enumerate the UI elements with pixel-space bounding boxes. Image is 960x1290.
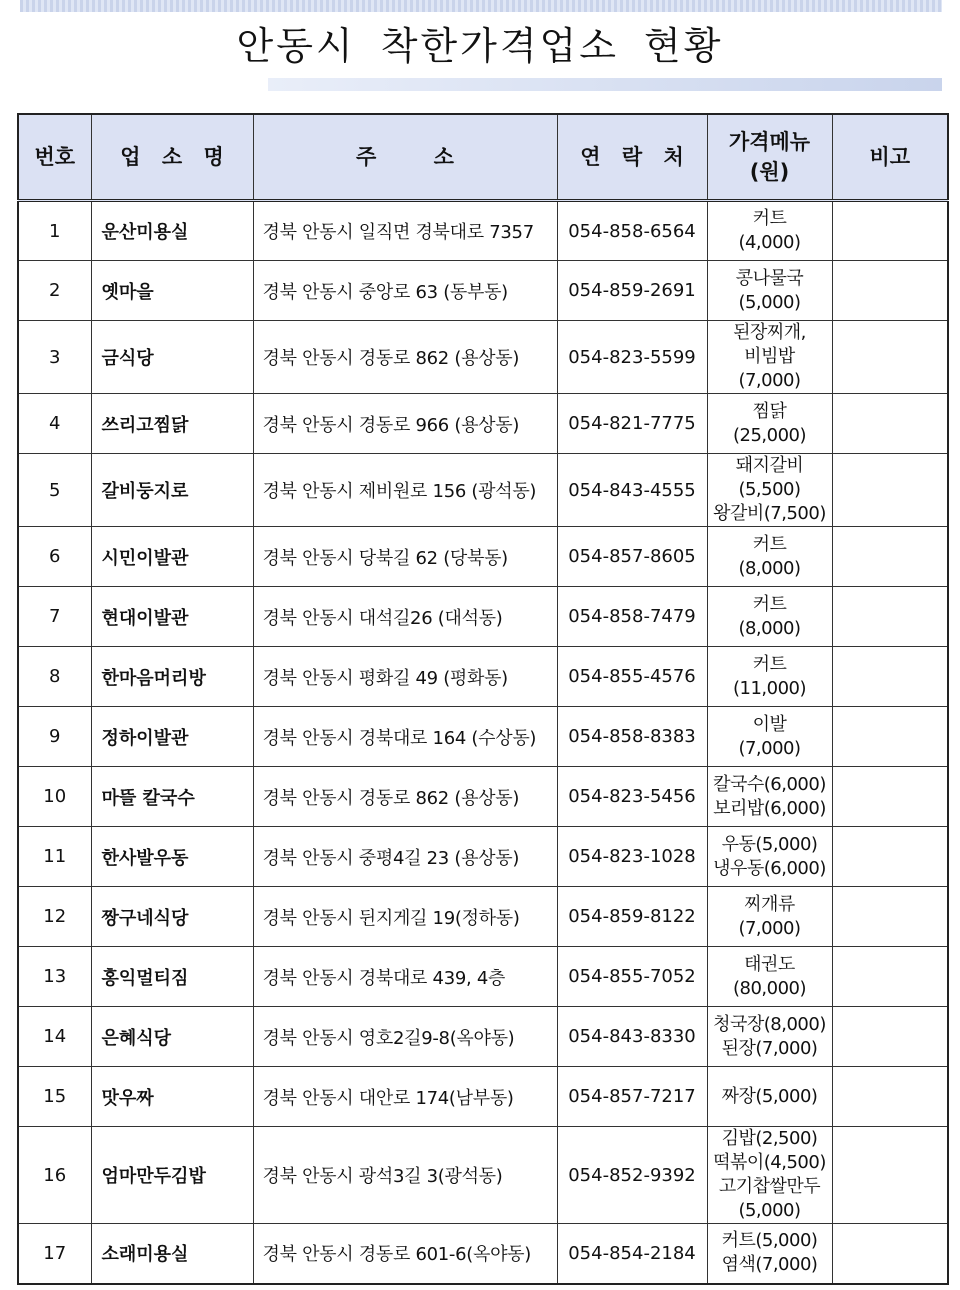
- business-address: 경북 안동시 경북대로 164 (수상동): [253, 707, 557, 767]
- price-menu-line: 커트: [752, 653, 787, 675]
- business-phone: 054-859-2691: [557, 261, 707, 321]
- price-menu-line: 염색(7,000): [721, 1254, 818, 1276]
- header-menu-line2: (원): [749, 160, 790, 184]
- price-menu-line: 냉우동(6,000): [713, 857, 826, 879]
- header-num: 번호: [18, 114, 91, 201]
- note-cell: [832, 201, 948, 261]
- price-menu-line: (7,000): [738, 917, 801, 939]
- price-menu: [707, 454, 832, 527]
- business-address: 경북 안동시 당북길 62 (당북동): [253, 527, 557, 587]
- price-menu: [707, 394, 832, 454]
- note-cell: [832, 947, 948, 1007]
- business-address: 경북 안동시 경북대로 439, 4층: [253, 947, 557, 1007]
- price-menu-line: 커트: [752, 593, 787, 615]
- price-menu-line: (11,000): [732, 677, 807, 699]
- row-number: 17: [18, 1224, 91, 1284]
- price-menu: [707, 1007, 832, 1067]
- business-name: 은혜식당: [91, 1007, 253, 1067]
- price-menu-line: (80,000): [732, 977, 807, 999]
- header-name: 업 소 명: [91, 114, 253, 201]
- price-menu: [707, 1127, 832, 1224]
- header-menu-line1: 가격메뉴: [728, 130, 811, 154]
- price-menu-line: 콩나물국: [735, 267, 804, 289]
- price-menu-line: 짜장(5,000): [721, 1085, 818, 1107]
- business-name: 소래미용실: [91, 1224, 253, 1284]
- price-menu-line: (5,000): [738, 291, 801, 313]
- price-menu-line: 커트: [752, 208, 787, 229]
- price-menu-line: 커트(5,000): [721, 1230, 818, 1252]
- note-cell: [832, 454, 948, 527]
- business-phone: 054-858-6564: [557, 201, 707, 261]
- row-number: 10: [18, 767, 91, 827]
- price-menu-line: 된장찌개,: [733, 322, 806, 343]
- note-cell: [832, 1067, 948, 1127]
- note-cell: [832, 1007, 948, 1067]
- note-cell: [832, 767, 948, 827]
- price-menu-line: (4,000): [738, 232, 801, 253]
- business-name: 옛마을: [91, 261, 253, 321]
- note-cell: [832, 887, 948, 947]
- row-number: 11: [18, 827, 91, 887]
- price-menu: [707, 827, 832, 887]
- price-menu-line: 된장(7,000): [721, 1037, 818, 1059]
- row-number: 7: [18, 587, 91, 647]
- table-row: [18, 1067, 948, 1127]
- row-number: 13: [18, 947, 91, 1007]
- table-header-row: [18, 114, 948, 201]
- business-phone: 054-823-1028: [557, 827, 707, 887]
- price-menu: [707, 1224, 832, 1284]
- business-phone: 054-855-7052: [557, 947, 707, 1007]
- price-menu-line: 찌개류: [744, 893, 795, 915]
- business-name: 쓰리고찜닭: [91, 394, 253, 454]
- row-number: 14: [18, 1007, 91, 1067]
- business-name: 운산미용실: [91, 201, 253, 261]
- row-number: 2: [18, 261, 91, 321]
- table-row: [18, 827, 948, 887]
- header-addr: 주 소: [253, 114, 557, 201]
- price-menu-line: (7,000): [738, 370, 801, 391]
- business-name: 현대이발관: [91, 587, 253, 647]
- table-row: [18, 767, 948, 827]
- price-menu: [707, 947, 832, 1007]
- note-cell: [832, 827, 948, 887]
- business-phone: 054-823-5456: [557, 767, 707, 827]
- price-menu-line: 비빔밥: [744, 346, 795, 367]
- business-phone: 054-843-4555: [557, 454, 707, 527]
- table-row: [18, 707, 948, 767]
- business-address: 경북 안동시 경동로 966 (용상동): [253, 394, 557, 454]
- note-cell: [832, 587, 948, 647]
- price-menu-line: 왕갈비(7,500): [713, 503, 826, 524]
- price-menu-line: 찜닭: [752, 400, 787, 422]
- business-phone: 054-858-7479: [557, 587, 707, 647]
- price-menu-line: (8,000): [738, 617, 801, 639]
- business-address: 경북 안동시 경동로 601-6(옥야동): [253, 1224, 557, 1284]
- table-row: [18, 887, 948, 947]
- row-number: 15: [18, 1067, 91, 1127]
- page-title: 안동시 착한가격업소 현황: [236, 24, 724, 68]
- business-name: 갈비둥지로: [91, 454, 253, 527]
- price-menu: [707, 1067, 832, 1127]
- row-number: 3: [18, 321, 91, 394]
- table-row: [18, 261, 948, 321]
- price-menu-line: 이발: [752, 713, 787, 735]
- business-address: 경북 안동시 중평4길 23 (용상동): [253, 827, 557, 887]
- table-row: [18, 947, 948, 1007]
- price-menu-line: 우동(5,000): [721, 833, 818, 855]
- business-name: 엄마만두김밥: [91, 1127, 253, 1224]
- price-menu-line: 떡볶이(4,500): [713, 1152, 826, 1173]
- table-row: [18, 321, 948, 394]
- business-phone: 054-857-7217: [557, 1067, 707, 1127]
- business-address: 경북 안동시 일직면 경북대로 7357: [253, 201, 557, 261]
- business-address: 경북 안동시 경동로 862 (용상동): [253, 767, 557, 827]
- table-row: [18, 1224, 948, 1284]
- price-menu-line: 돼지갈비(5,500): [735, 455, 804, 500]
- business-address: 경북 안동시 제비원로 156 (광석동): [253, 454, 557, 527]
- business-phone: 054-857-8605: [557, 527, 707, 587]
- table-body: [18, 201, 948, 1284]
- business-phone: 054-843-8330: [557, 1007, 707, 1067]
- price-menu-line: 보리밥(6,000): [713, 797, 826, 819]
- price-menu: [707, 261, 832, 321]
- business-phone: 054-855-4576: [557, 647, 707, 707]
- price-menu: [707, 527, 832, 587]
- business-name: 금식당: [91, 321, 253, 394]
- business-name: 한마음머리방: [91, 647, 253, 707]
- price-menu: [707, 887, 832, 947]
- business-address: 경북 안동시 뒨지게길 19(정하동): [253, 887, 557, 947]
- note-cell: [832, 1127, 948, 1224]
- table-row: [18, 201, 948, 261]
- price-menu: [707, 201, 832, 261]
- business-phone: 054-821-7775: [557, 394, 707, 454]
- row-number: 8: [18, 647, 91, 707]
- title-underline-band: [268, 78, 942, 91]
- table-row: [18, 587, 948, 647]
- note-cell: [832, 707, 948, 767]
- business-address: 경북 안동시 평화길 49 (평화동): [253, 647, 557, 707]
- business-address: 경북 안동시 대안로 174(남부동): [253, 1067, 557, 1127]
- title-top-band: [20, 0, 942, 12]
- header-menu: [707, 114, 832, 201]
- business-name: 정하이발관: [91, 707, 253, 767]
- table-row: [18, 527, 948, 587]
- business-name: 짱구네식당: [91, 887, 253, 947]
- price-menu-line: 칼국수(6,000): [713, 773, 826, 795]
- note-cell: [832, 394, 948, 454]
- row-number: 5: [18, 454, 91, 527]
- business-phone: 054-854-2184: [557, 1224, 707, 1284]
- business-address: 경북 안동시 대석길26 (대석동): [253, 587, 557, 647]
- business-address: 경북 안동시 광석3길 3(광석동): [253, 1127, 557, 1224]
- business-phone: 054-858-8383: [557, 707, 707, 767]
- price-menu-line: (8,000): [738, 557, 801, 579]
- row-number: 12: [18, 887, 91, 947]
- row-number: 4: [18, 394, 91, 454]
- row-number: 9: [18, 707, 91, 767]
- price-menu: [707, 321, 832, 394]
- price-menu-line: 김밥(2,500): [721, 1128, 818, 1149]
- note-cell: [832, 527, 948, 587]
- row-number: 6: [18, 527, 91, 587]
- business-name: 홍익멀티짐: [91, 947, 253, 1007]
- price-menu-line: 커트: [752, 533, 787, 555]
- table-row: [18, 647, 948, 707]
- header-note: 비고: [832, 114, 948, 201]
- table-row: [18, 1007, 948, 1067]
- business-phone: 054-852-9392: [557, 1127, 707, 1224]
- business-phone: 054-859-8122: [557, 887, 707, 947]
- business-address: 경북 안동시 영호2길9-8(옥야동): [253, 1007, 557, 1067]
- business-phone: 054-823-5599: [557, 321, 707, 394]
- table-row: [18, 1127, 948, 1224]
- business-name: 마뜰 칼국수: [91, 767, 253, 827]
- price-menu-line: 태권도: [744, 953, 795, 975]
- note-cell: [832, 321, 948, 394]
- business-name: 맛우짜: [91, 1067, 253, 1127]
- price-menu: [707, 587, 832, 647]
- price-menu: [707, 767, 832, 827]
- note-cell: [832, 1224, 948, 1284]
- price-menu-line: (7,000): [738, 737, 801, 759]
- price-menu-line: 고기찹쌀만두: [718, 1176, 821, 1197]
- note-cell: [832, 647, 948, 707]
- table-row: [18, 454, 948, 527]
- note-cell: [832, 261, 948, 321]
- price-menu: [707, 707, 832, 767]
- business-address: 경북 안동시 경동로 862 (용상동): [253, 321, 557, 394]
- price-menu-line: (5,000): [738, 1200, 801, 1221]
- business-address: 경북 안동시 중앙로 63 (동부동): [253, 261, 557, 321]
- table-row: [18, 394, 948, 454]
- business-name: 한사발우동: [91, 827, 253, 887]
- header-tel: 연 락 처: [557, 114, 707, 201]
- price-menu-line: 청국장(8,000): [713, 1013, 826, 1035]
- row-number: 1: [18, 201, 91, 261]
- price-menu: [707, 647, 832, 707]
- row-number: 16: [18, 1127, 91, 1224]
- business-name: 시민이발관: [91, 527, 253, 587]
- price-menu-line: (25,000): [732, 424, 807, 446]
- business-table: [17, 113, 949, 1285]
